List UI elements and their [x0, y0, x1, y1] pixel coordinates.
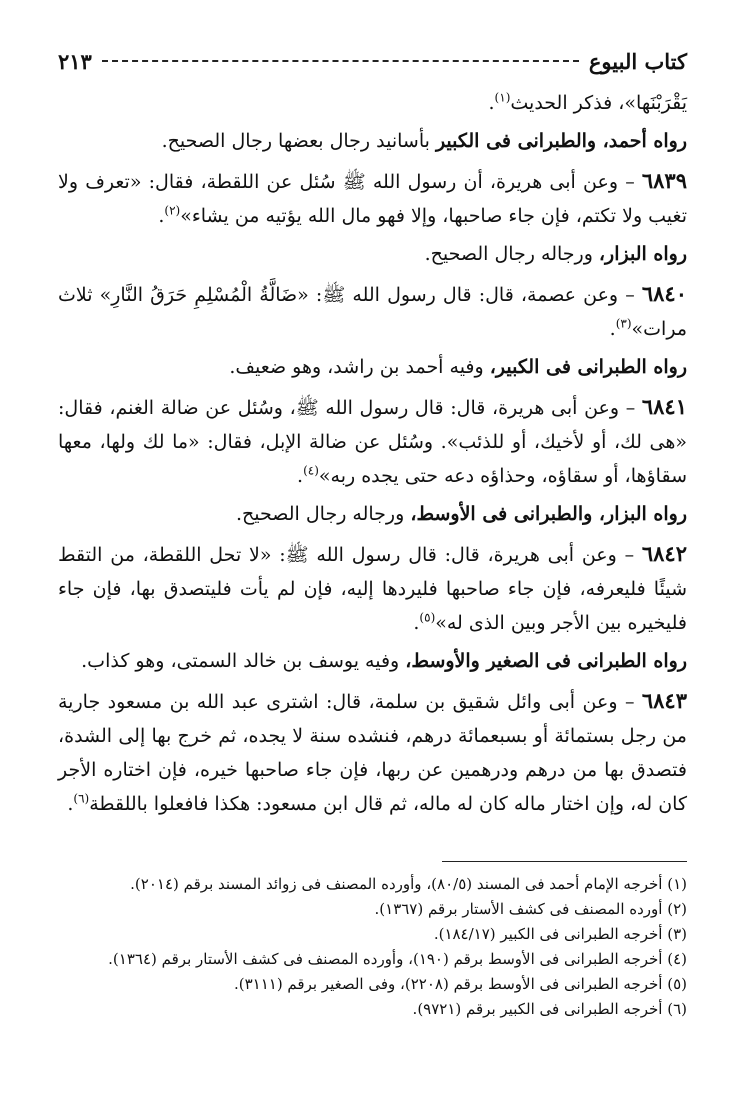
hadith-number: ٦٨٣٩ — [641, 168, 687, 193]
footnote-divider — [442, 861, 687, 862]
hadith-paragraph: ٦٨٤٢ – وعن أبى هريرة، قال: قال رسول الله ﷺ: «لا تحل اللقطة، من التقط شيئًا فليعرفه، فإن جاء صاحبها فليردها إليه، فإن لم يأت فليتصدق بها، فإن جاء فليخيره بين الأجر وبين الذى له»$^{(٥)}$. — [58, 541, 687, 634]
chapter-title: كتاب البيوع — [588, 48, 687, 74]
page-header — [58, 44, 687, 78]
footnote-ref: (١) — [494, 90, 511, 105]
source-attribution: رواه الطبرانى فى الصغير والأوسط، وفيه يوسف بن خالد السمتى، وهو كذاب. — [81, 650, 687, 672]
hadith-paragraph: ٦٨٣٩ – وعن أبى هريرة، أن رسول الله ﷺ سُئل عن اللقطة، فقال: «تعرف ولا تغيب ولا تكتم، فإن جاء صاحبها، وإلا فهو مال الله يؤتيه من يشاء»$^{(٢)}$. — [58, 168, 687, 227]
footnote: (٣) أخرجه الطبرانى فى الكبير (١٨٤/١٧). — [433, 925, 687, 943]
footnotes — [58, 872, 687, 1022]
source-attribution: رواه البزار، والطبرانى فى الأوسط، ورجاله رجال الصحيح. — [235, 503, 687, 525]
hadith-number: ٦٨٤٠ — [641, 281, 687, 306]
source-attribution: رواه البزار، ورجاله رجال الصحيح. — [424, 243, 687, 265]
hadith-number: ٦٨٤٣ — [641, 688, 687, 713]
page-number: ٢١٣ — [58, 48, 92, 74]
footnote: (٦) أخرجه الطبرانى فى الكبير برقم (٩٧٢١). — [412, 1000, 687, 1018]
hadith-paragraph: ٦٨٤٣ – وعن أبى وائل شقيق بن سلمة، قال: اشترى عبد الله بن مسعود جارية من رجل بستمائة أو بسبعمائة درهم، فنشده سنة لا يجده، ثم خرج بها إلى الشدة، فتصدق بها من درهم ودرهمين عن ربها، فإن جاء صاحبها خيره، فإن اختاره الأجر كان له، وإن اختار ماله كان له ماله، ثم قال ابن مسعود: هكذا فافعلوا باللقطة$^{(٦)}$. — [58, 688, 687, 815]
header-rule — [102, 60, 579, 62]
hadith-number: ٦٨٤١ — [641, 394, 687, 419]
footnote-ref: (٣) — [615, 316, 632, 331]
footnote: (٤) أخرجه الطبرانى فى الأوسط برقم (١٩٠)، وأورده المصنف فى كشف الأستار برقم (١٣٦٤). — [108, 950, 687, 968]
hadith-paragraph: ٦٨٤٠ – وعن عصمة، قال: قال رسول الله ﷺ: «ضَالَّةُ الْمُسْلِمِ حَرَقُ النَّارِ» ثلاث مرات»$^{(٣)}$. — [58, 281, 687, 340]
hadith-paragraph: ٦٨٤١ – وعن أبى هريرة، قال: قال رسول الله ﷺ، وسُئل عن ضالة الغنم، فقال: «هى لك، أو لأخيك، أو للذئب». وسُئل عن ضالة الإبل، فقال: «ما لك ولها، معها سقاؤها، أو سقاؤه، وحذاؤه دعه حتى يجده ربه»$^{(٤)}$. — [58, 394, 687, 487]
footnote-ref: (٢) — [164, 203, 181, 218]
footnote: (٢) أورده المصنف فى كشف الأستار برقم (١٣٦٧). — [374, 900, 687, 918]
hadith-number: ٦٨٤٢ — [641, 541, 687, 566]
footnote: (١) أخرجه الإمام أحمد فى المسند (٨٠/٥)، وأورده المصنف فى زوائد المسند برقم (٢٠١٤). — [130, 875, 687, 893]
source-attribution: رواه الطبرانى فى الكبير، وفيه أحمد بن راشد، وهو ضعيف. — [229, 356, 687, 378]
source-attribution: رواه أحمد، والطبرانى فى الكبير بأسانيد رجال بعضها رجال الصحيح. — [161, 130, 687, 152]
footnote-ref: (٥) — [419, 610, 436, 625]
page-body — [58, 86, 687, 821]
footnote: (٥) أخرجه الطبرانى فى الأوسط برقم (٢٢٠٨)، وفى الصغير برقم (٣١١١). — [233, 975, 687, 993]
footnote-ref: (٦) — [73, 791, 90, 806]
continuation-text: يَقْرَبْنَها»، فذكر الحديث$^{(١)}$. — [488, 90, 687, 114]
footnote-ref: (٤) — [303, 463, 319, 478]
